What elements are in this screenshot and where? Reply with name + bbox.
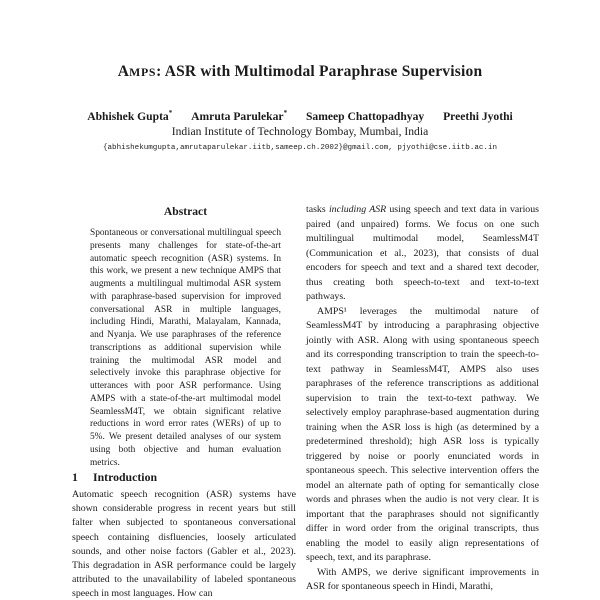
- abstract-heading: Abstract: [163, 205, 208, 218]
- author-2-name: Amruta Parulekar: [191, 109, 284, 123]
- paragraph-2: AMPS¹ leverages the multimodal nature of SeamlessM4T by introducing a paraphrasing objective jointly with ASR. Along with using spontaneous speech and its corresponding transcription to train the speech-to-text pathway in SeamlessM4T, AMPS also uses paraphrases of the reference transcriptions as additional supervision to train the text-to-text pathway. We selectively employ paraphrase-based augmentation during training when the ASR loss is high (as determined by a predetermined threshold); high ASR loss is typically triggered by noise or poorly enunciated words in spontaneous speech. This selective intervention offers the model an alternate path of opting for semantically close words and phrases when the audio is not very clear. It is important that the paraphrases should not significantly differ in word order from the original transcripts, thus enabling the model to easily align representations of speech, text, and its paraphrase.: [306, 305, 539, 563]
- affiliation: Indian Institute of Technology Bombay, Mumbai, India: [171, 125, 429, 138]
- author-2: [191, 110, 287, 123]
- paragraph-3: With AMPS, we derive significant improvements in ASR for spontaneous speech in Hindi, Marathi,: [306, 566, 539, 592]
- author-1-footnote-mark: *: [168, 109, 173, 117]
- title-rest: : ASR with Multimodal Paraphrase Supervision: [156, 63, 483, 80]
- author-4: [443, 110, 513, 123]
- section-number: 1: [72, 470, 78, 484]
- title-smallcaps-lead: A: [117, 63, 130, 80]
- paragraph-1-lead: tasks: [306, 204, 329, 215]
- author-line: [0, 109, 600, 123]
- abstract-body: Spontaneous or conversational multilingual speech presents many challenges for state-of-the-art automatic speech recognition (ASR) systems. In this work, we present a new technique AMPS that augments a multilingual multimodal ASR system with paraphrase-based supervision for improved conversational ASR in multiple languages, including Hindi, Marathi, Malayalam, Kannada, and Nyanja. We use paraphrases of the reference transcriptions as additional supervision while training the multimodal ASR model and selectively invoke this paraphrase objective for utterances with poor ASR performance. Using AMPS with a state-of-the-art multimodal model SeamlessM4T, we obtain significant relative reductions in word error rates (WERs) of up to 5%. We present detailed analyses of our system using both objective and human evaluation metrics.: [90, 228, 281, 468]
- author-4-name: Preethi Jyothi: [443, 109, 513, 123]
- paragraph-1-rest: using speech and text data in various paired (and unpaired) forms. We focus on one such multilingual multimodal model, SeamlessM4T (Communication et al., 2023), that consists of dual encoders for speech and text and a shared text decoder, thus creating both speech-to-text and text-to-text pathways.: [306, 204, 539, 302]
- email-line: {abhishekumgupta,amrutaparulekar.iitb,sameep.ch.2002}@gmail.com, pjyothi@cse.iitb.ac.in: [102, 144, 497, 152]
- paragraph-1: [306, 203, 539, 305]
- section-heading-introduction: [72, 470, 296, 485]
- paper-title: [0, 63, 600, 81]
- author-3-name: Sameep Chattopadhyay: [305, 109, 425, 123]
- intro-paragraph: Automatic speech recognition (ASR) systems have shown considerable progress in recent years but still falter when subjected to spontaneous conversational speech containing disfluencies, loosely articulated sounds, and other noise factors (Gabler et al., 2023). This degradation in ASR performance could be largely attributed to the unavailability of labeled spontaneous speech in most languages. How can: [72, 489, 296, 600]
- author-2-footnote-mark: *: [283, 109, 288, 117]
- section-title: Introduction: [93, 470, 158, 484]
- title-smallcaps-rest: MPS: [129, 65, 157, 79]
- author-1: [87, 110, 172, 123]
- author-1-name: Abhishek Gupta: [87, 109, 169, 123]
- author-3: [306, 110, 424, 123]
- paragraph-1-italic: including ASR: [328, 204, 387, 215]
- right-column: [306, 203, 539, 595]
